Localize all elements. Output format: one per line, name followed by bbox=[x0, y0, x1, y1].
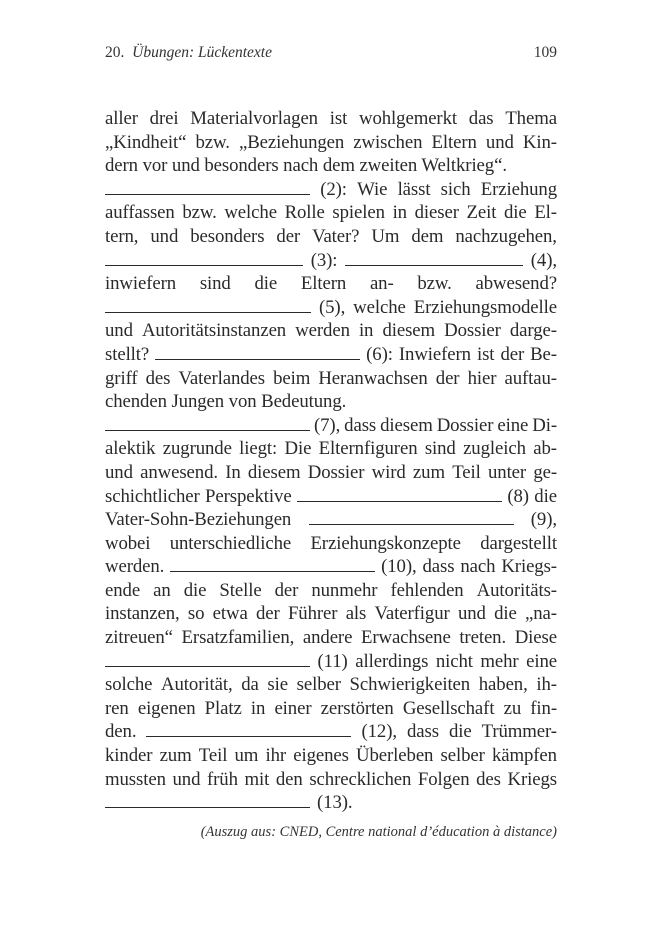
word: und bbox=[105, 461, 133, 483]
running-header bbox=[105, 44, 557, 62]
word: (9), bbox=[530, 509, 557, 531]
text-line bbox=[105, 320, 557, 344]
text-line bbox=[105, 250, 557, 274]
word: Erziehungsmodelle bbox=[413, 296, 557, 318]
word: des bbox=[476, 768, 501, 790]
word: der bbox=[500, 343, 525, 365]
word: In bbox=[225, 461, 241, 483]
word: des bbox=[145, 367, 171, 389]
word: (5), bbox=[318, 296, 346, 318]
word: in bbox=[250, 697, 266, 719]
text-line bbox=[105, 438, 557, 462]
text-line bbox=[105, 556, 557, 580]
text-line bbox=[105, 533, 557, 557]
word: spielen bbox=[332, 202, 385, 224]
word: wird bbox=[371, 461, 406, 483]
word: „Kindheit“ bbox=[105, 131, 187, 153]
word: ab- bbox=[533, 438, 557, 460]
text-line bbox=[105, 391, 557, 415]
word: kinder bbox=[105, 745, 153, 767]
word: Führer bbox=[287, 603, 338, 625]
word: schrecklichen bbox=[309, 768, 412, 790]
word: El- bbox=[534, 202, 557, 224]
text-line bbox=[105, 509, 557, 533]
word: Erwachsene bbox=[360, 627, 451, 649]
word: Die bbox=[284, 438, 312, 460]
word: Elternfiguren bbox=[318, 438, 418, 460]
fill-in-blank[interactable] bbox=[105, 416, 310, 431]
word: Gesellschaft bbox=[402, 697, 495, 719]
word: (8) bbox=[507, 485, 529, 507]
word: dass bbox=[344, 414, 377, 436]
text-line bbox=[105, 132, 557, 156]
word: der bbox=[274, 579, 299, 601]
word: beim bbox=[273, 367, 311, 389]
word: inwiefern bbox=[105, 273, 177, 295]
word: Vater-Sohn-Beziehungen bbox=[105, 509, 292, 531]
word: ende bbox=[105, 579, 141, 601]
fill-in-blank[interactable] bbox=[345, 251, 523, 266]
word: (4), bbox=[530, 249, 557, 271]
text-line bbox=[105, 344, 557, 368]
word: zugleich bbox=[463, 438, 526, 460]
word: lässt bbox=[397, 178, 431, 200]
word: zu bbox=[503, 697, 522, 719]
word: selber bbox=[440, 745, 485, 767]
text-line bbox=[105, 179, 557, 203]
word: unter bbox=[487, 461, 527, 483]
word: hier bbox=[467, 367, 497, 389]
word: (10), bbox=[381, 556, 417, 578]
word: instanzen, bbox=[105, 603, 180, 625]
word: eigenes bbox=[293, 745, 349, 767]
word: zugrunde bbox=[162, 438, 232, 460]
word: Trümmer- bbox=[481, 721, 557, 743]
word: sind bbox=[424, 438, 456, 460]
word: (11) bbox=[317, 650, 348, 672]
word: Teil bbox=[198, 745, 228, 767]
word: (7), bbox=[313, 414, 341, 436]
word: selber bbox=[296, 674, 341, 696]
word: bzw. bbox=[417, 273, 452, 295]
word: die bbox=[504, 202, 527, 224]
word: abwesend? bbox=[475, 273, 557, 295]
word: so bbox=[187, 603, 205, 625]
word: Ersatzfamilien, bbox=[181, 627, 295, 649]
word: haben, bbox=[478, 674, 528, 696]
word: (13). bbox=[317, 792, 353, 814]
word: bzw. bbox=[195, 131, 230, 153]
word: diesem bbox=[247, 461, 301, 483]
word: die bbox=[183, 579, 207, 601]
exercise-text bbox=[105, 108, 557, 816]
fill-in-blank[interactable] bbox=[170, 557, 375, 572]
word: wobei bbox=[105, 532, 151, 554]
word: Be- bbox=[530, 343, 557, 365]
fill-in-blank[interactable] bbox=[105, 298, 311, 313]
word: Erziehung bbox=[480, 178, 557, 200]
word: ih- bbox=[536, 674, 557, 696]
text-line bbox=[105, 698, 557, 722]
text-line bbox=[105, 721, 557, 745]
text-line bbox=[105, 462, 557, 486]
word: zitreuen“ bbox=[105, 627, 173, 649]
word: besonders bbox=[190, 225, 265, 247]
word: (2): bbox=[320, 178, 347, 200]
word: zum bbox=[412, 461, 445, 483]
word: ge- bbox=[533, 461, 557, 483]
fill-in-blank[interactable] bbox=[146, 722, 351, 737]
word: Kriegs- bbox=[501, 556, 557, 578]
word: schichtlicher bbox=[105, 485, 200, 507]
word: Thema bbox=[505, 108, 557, 129]
word: mehr bbox=[480, 650, 519, 672]
word: sie bbox=[267, 674, 288, 696]
word: da bbox=[241, 674, 259, 696]
word: Kin- bbox=[522, 131, 557, 153]
page-number: 109 bbox=[533, 44, 557, 61]
text-line bbox=[105, 297, 557, 321]
word: Vaterlandes bbox=[178, 367, 265, 389]
word: Um bbox=[371, 225, 400, 247]
word: Perspektive bbox=[205, 485, 292, 507]
word: das bbox=[468, 108, 494, 129]
word: die bbox=[254, 273, 278, 295]
word: dem bbox=[411, 225, 444, 247]
word: nachzugehen, bbox=[455, 225, 557, 247]
word: eine bbox=[526, 650, 557, 672]
word: werden. bbox=[105, 556, 165, 578]
word: Folgen bbox=[417, 768, 470, 790]
word: eine bbox=[497, 414, 529, 436]
word: Dossier bbox=[436, 414, 494, 436]
word: den bbox=[275, 768, 303, 790]
word: „na- bbox=[525, 603, 557, 625]
fill-in-blank[interactable] bbox=[105, 180, 310, 195]
word: Di- bbox=[532, 414, 557, 436]
word: Diese bbox=[514, 627, 557, 649]
word: (3): bbox=[310, 249, 338, 271]
word: (12), bbox=[361, 721, 397, 743]
word: mit bbox=[244, 768, 270, 790]
text-line bbox=[105, 769, 557, 793]
word: darge- bbox=[509, 320, 557, 342]
word: mussten bbox=[105, 768, 166, 790]
word: solche bbox=[105, 674, 153, 696]
text-line bbox=[105, 415, 557, 439]
word: auffassen bbox=[105, 202, 175, 224]
word: Autorität, bbox=[161, 674, 233, 696]
word: eigenen bbox=[137, 697, 196, 719]
word: zum bbox=[159, 745, 192, 767]
word: in bbox=[392, 202, 407, 224]
word: Dossier bbox=[444, 320, 501, 342]
word: (6): bbox=[366, 343, 393, 365]
word: Eltern bbox=[431, 131, 477, 153]
word: allerdings bbox=[355, 650, 429, 672]
word: und bbox=[457, 603, 486, 625]
word: der bbox=[255, 603, 280, 625]
word: welche bbox=[224, 202, 277, 224]
word: Rolle bbox=[284, 202, 325, 224]
word: als bbox=[345, 603, 367, 625]
text-line bbox=[105, 627, 557, 651]
word: stellt? bbox=[105, 343, 150, 365]
word: welche bbox=[353, 296, 406, 318]
text-line bbox=[105, 603, 557, 627]
word: chenden Jungen von Bedeutung. bbox=[105, 391, 347, 413]
word: Eltern bbox=[300, 273, 347, 295]
word: dass bbox=[422, 556, 455, 578]
word: Überleben bbox=[356, 745, 434, 767]
fill-in-blank[interactable] bbox=[105, 251, 303, 266]
text-line bbox=[105, 155, 557, 179]
word: liegt: bbox=[239, 438, 278, 460]
word: ist bbox=[329, 108, 348, 129]
word: Autoritätsinstanzen bbox=[141, 320, 287, 342]
word: unterschiedliche bbox=[169, 532, 292, 554]
word: Vaterfigur bbox=[374, 603, 450, 625]
word: der bbox=[435, 367, 460, 389]
word: die bbox=[494, 603, 517, 625]
word: den. bbox=[105, 721, 137, 743]
word: Teil bbox=[452, 461, 481, 483]
fill-in-blank[interactable] bbox=[297, 487, 502, 502]
word: Zeit bbox=[466, 202, 497, 224]
source-citation: (Auszug aus: CNED, Centre national d’éducation à distance) bbox=[200, 824, 557, 840]
word: dern vor und besonders nach dem zweiten Weltkrieg“. bbox=[105, 155, 507, 177]
word: Inwiefern bbox=[398, 343, 471, 365]
text-line bbox=[105, 226, 557, 250]
word: nunmehr bbox=[311, 579, 378, 601]
text-line bbox=[105, 674, 557, 698]
word: andere bbox=[302, 627, 353, 649]
chapter-heading bbox=[105, 44, 272, 61]
word: bzw. bbox=[182, 202, 217, 224]
word: und bbox=[105, 320, 133, 342]
word: tern, bbox=[105, 225, 139, 247]
word: zerstörten bbox=[320, 697, 394, 719]
text-line bbox=[105, 580, 557, 604]
word: diesem bbox=[380, 414, 433, 436]
text-line bbox=[105, 202, 557, 226]
text-line bbox=[105, 368, 557, 392]
text-line bbox=[105, 108, 557, 132]
text-line bbox=[105, 486, 557, 510]
word: Kriegs bbox=[507, 768, 557, 790]
word: sind bbox=[199, 273, 231, 295]
chapter-number: 20. bbox=[105, 44, 125, 61]
word: in bbox=[358, 320, 374, 342]
word: werden bbox=[295, 320, 350, 342]
fill-in-blank[interactable] bbox=[105, 652, 310, 667]
word: fin- bbox=[530, 697, 557, 719]
word: zwischen bbox=[353, 131, 423, 153]
fill-in-blank[interactable] bbox=[155, 345, 360, 360]
word: Platz bbox=[204, 697, 242, 719]
word: um bbox=[234, 745, 259, 767]
word: an bbox=[153, 579, 171, 601]
text-line bbox=[105, 651, 557, 675]
word: drei bbox=[149, 108, 179, 129]
word: ihr bbox=[265, 745, 287, 767]
word: einer bbox=[274, 697, 312, 719]
word: Schwierigkeiten bbox=[349, 674, 471, 696]
fill-in-blank[interactable] bbox=[309, 510, 514, 525]
word: Materialvorlagen bbox=[190, 108, 318, 129]
word: und bbox=[150, 225, 179, 247]
word: fehlenden bbox=[390, 579, 464, 601]
word: nicht bbox=[435, 650, 473, 672]
word: der bbox=[276, 225, 301, 247]
word: dargestellt bbox=[480, 532, 557, 554]
text-line bbox=[105, 745, 557, 769]
word: Autoritäts- bbox=[476, 579, 557, 601]
word: Erziehungskonzepte bbox=[310, 532, 461, 554]
fill-in-blank[interactable] bbox=[105, 793, 310, 808]
word: nach bbox=[460, 556, 496, 578]
word: ist bbox=[476, 343, 495, 365]
word: und bbox=[172, 768, 201, 790]
word: sich bbox=[440, 178, 471, 200]
word: Dossier bbox=[307, 461, 365, 483]
word: dieser bbox=[414, 202, 459, 224]
word: auftau- bbox=[504, 367, 557, 389]
word: Vater? bbox=[312, 225, 360, 247]
chapter-title: Übungen: Lückentexte bbox=[132, 44, 272, 61]
word: kämpfen bbox=[491, 745, 557, 767]
word: Heranwachsen bbox=[318, 367, 428, 389]
word: etwa bbox=[212, 603, 248, 625]
word: dass bbox=[406, 721, 439, 743]
word: ren bbox=[105, 697, 129, 719]
word: früh bbox=[207, 768, 238, 790]
word: anwesend. bbox=[140, 461, 218, 483]
word: griff bbox=[105, 367, 138, 389]
word: alektik bbox=[105, 438, 156, 460]
word: aller bbox=[105, 108, 138, 129]
word: „Beziehungen bbox=[239, 131, 345, 153]
word: wohlgemerkt bbox=[359, 108, 457, 129]
word: Wie bbox=[357, 178, 388, 200]
word: und bbox=[485, 131, 514, 153]
text-line bbox=[105, 273, 557, 297]
word: an- bbox=[369, 273, 394, 295]
word: Stelle bbox=[219, 579, 262, 601]
word: die bbox=[448, 721, 472, 743]
word: die bbox=[534, 485, 557, 507]
text-line bbox=[105, 792, 557, 816]
word: treten. bbox=[459, 627, 507, 649]
word: diesem bbox=[382, 320, 436, 342]
